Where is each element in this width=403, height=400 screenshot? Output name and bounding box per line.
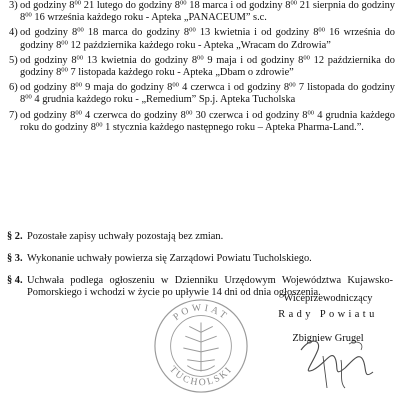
item-text-part: od godziny 8 xyxy=(20,54,77,66)
section-text: Wykonanie uchwały powierza się Zarządowi Powiatu Tucholskiego. xyxy=(27,252,312,264)
hour-superscript: 00 xyxy=(289,81,296,89)
schedule-item xyxy=(9,110,395,134)
item-text-part: 4 grudnia każdego roku do godziny 8 xyxy=(20,109,395,133)
hour-superscript: 00 xyxy=(61,66,68,74)
item-text-part: od godziny 8 xyxy=(20,27,78,39)
schedule-item xyxy=(9,27,395,51)
hour-superscript: 00 xyxy=(61,39,68,47)
item-text-part: od godziny 8 xyxy=(20,82,76,94)
item-number: 7) xyxy=(9,109,18,121)
item-text-part: od godziny 8 xyxy=(20,109,76,121)
hour-superscript: 00 xyxy=(307,109,315,117)
section-text: Pozostałe zapisy uchwały pozostają bez zmian. xyxy=(27,231,224,242)
section-number: § 4. xyxy=(7,274,23,286)
section-number: § 3. xyxy=(7,252,23,264)
item-text xyxy=(20,27,395,51)
item-text-part: 7 listopada każdego roku - Apteka „Dbam o zdrowie” xyxy=(67,67,294,79)
item-number: 4) xyxy=(9,27,18,39)
item-text-part: 1 stycznia każdego następnego roku – Apteka Pharma-Land.”. xyxy=(102,121,364,133)
hour-superscript: 00 xyxy=(74,0,82,7)
item-number: 3) xyxy=(9,0,18,11)
schedule-item xyxy=(9,82,395,106)
hour-superscript: 00 xyxy=(318,26,325,34)
item-text-part: 12 października do godziny 8 xyxy=(20,54,395,79)
hour-superscript: 00 xyxy=(290,0,298,7)
item-text xyxy=(20,82,395,106)
item-text-part: 7 listopada do godziny 8 xyxy=(20,82,395,106)
pharmacy-schedule-list xyxy=(9,0,395,137)
item-text xyxy=(20,0,395,24)
hour-superscript: 00 xyxy=(76,54,84,62)
seal-text-bottom: TUCHOLSKI xyxy=(167,364,235,389)
hour-superscript: 00 xyxy=(189,26,196,34)
hour-superscript: 00 xyxy=(95,121,103,129)
hour-superscript: 00 xyxy=(197,54,204,62)
item-text-part: od godziny 8 xyxy=(20,0,75,11)
item-text-part: 18 marca i od godziny 8 xyxy=(186,0,291,11)
item-text-part: 21 lutego do godziny 8 xyxy=(81,0,180,11)
item-text-part: 13 kwietnia i od godziny 8 xyxy=(195,27,319,39)
item-number: 6) xyxy=(9,82,18,94)
item-text-part: 21 sierpnia do godziny 8 xyxy=(20,0,395,24)
item-text-part: 9 maja do godziny 8 xyxy=(82,82,173,94)
item-text-part: 30 czerwca i od godziny 8 xyxy=(192,109,308,121)
hour-superscript: 00 xyxy=(77,26,84,34)
hour-superscript: 00 xyxy=(25,11,32,19)
hour-superscript: 00 xyxy=(75,109,82,117)
item-text xyxy=(20,55,395,79)
item-text xyxy=(20,110,395,134)
item-text-part: 4 grudnia każdego roku - „Remedium” Sp.j. Apteka Tucholska xyxy=(31,94,296,106)
item-text-part: 18 marca do godziny 8 xyxy=(83,27,190,39)
item-text-part: 4 czerwca i od godziny 8 xyxy=(178,82,290,94)
section-text: Uchwała podlega ogłoszeniu w Dzienniku Urzędowym Województwa Kujawsko-Pomorskiego i wchodzi w życie po upływie 14 dni od dnia ogłoszenia. xyxy=(27,274,393,299)
hour-superscript: 00 xyxy=(185,109,193,117)
handwritten-signature xyxy=(293,330,385,392)
section-paragraph xyxy=(7,253,393,266)
item-text-part: 13 kwietnia do godziny 8 xyxy=(83,54,198,66)
hour-superscript: 00 xyxy=(172,81,179,89)
item-text-part: 12 października każdego roku - Apteka „Wracam do Zdrowia” xyxy=(67,39,331,51)
seal-stamp xyxy=(152,297,250,395)
seal-text-top: POWIAT xyxy=(171,302,231,323)
hour-superscript: 00 xyxy=(25,93,32,101)
signatory-name: Zbigniew Grugel xyxy=(292,333,364,344)
seal-emblem-icon xyxy=(183,322,218,371)
item-number: 5) xyxy=(9,54,18,66)
hour-superscript: 00 xyxy=(179,0,187,7)
hour-superscript: 00 xyxy=(75,81,82,89)
item-text-part: 4 czerwca do godziny 8 xyxy=(81,109,186,121)
schedule-item xyxy=(9,55,395,79)
section-number: § 2. xyxy=(7,231,23,242)
item-text-part: 16 września do godziny 8 xyxy=(20,27,395,51)
hour-superscript: 00 xyxy=(303,54,310,62)
section-paragraph xyxy=(7,231,393,244)
council-name: Rady Powiatu xyxy=(278,309,378,320)
signatory-role: Wiceprzewodniczący xyxy=(283,293,373,304)
schedule-item xyxy=(9,0,395,24)
item-text-part: 9 maja i od godziny 8 xyxy=(203,54,304,66)
item-text-part: 16 września każdego roku - Apteka „PANACEUM” s.c. xyxy=(31,12,267,24)
